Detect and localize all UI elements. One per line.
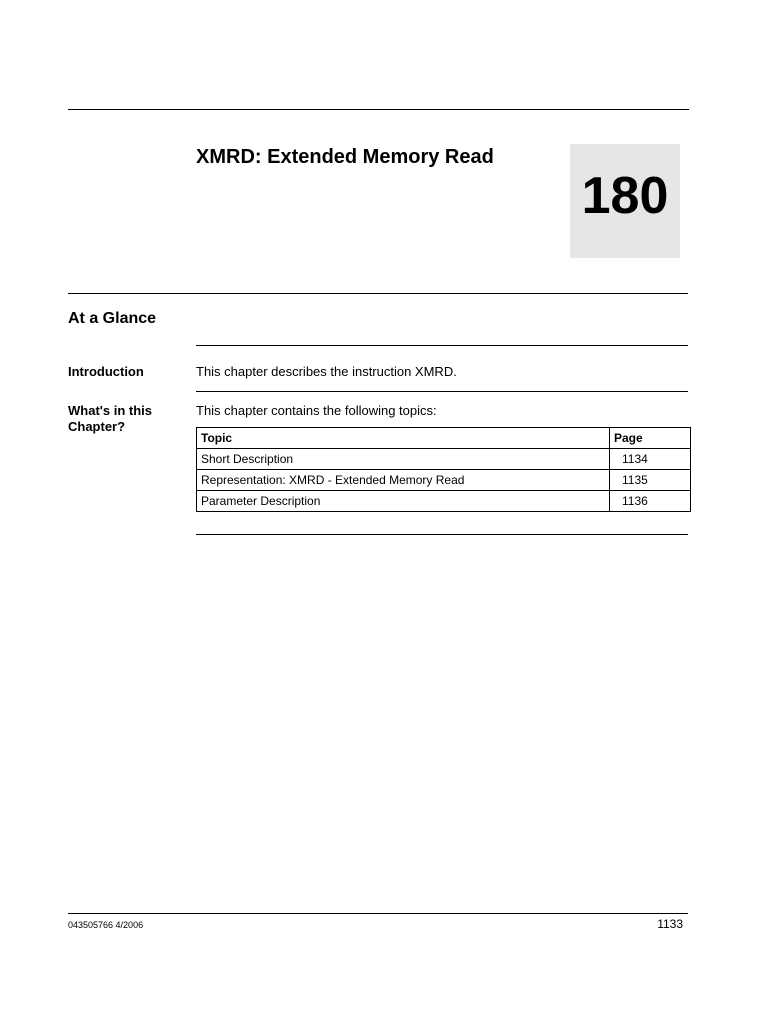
- contents-intro: This chapter contains the following topics:: [196, 403, 437, 418]
- chapter-number: 180: [581, 167, 669, 225]
- chapter-number-box: [570, 144, 680, 258]
- table-row: [197, 491, 691, 512]
- page-cell: 1134: [610, 449, 691, 470]
- page-column-header: Page: [610, 428, 691, 449]
- page-cell: 1136: [610, 491, 691, 512]
- topic-cell[interactable]: Parameter Description: [197, 491, 610, 512]
- intro-bottom-rule: [196, 391, 688, 392]
- introduction-text: This chapter describes the instruction XMRD.: [196, 364, 457, 379]
- top-rule: [68, 109, 689, 110]
- contents-label: What's in this Chapter?: [68, 403, 152, 434]
- topic-cell[interactable]: Representation: XMRD - Extended Memory Read: [197, 470, 610, 491]
- table-row: [197, 449, 691, 470]
- footer-page-number: 1133: [657, 917, 683, 931]
- table-row: [197, 470, 691, 491]
- footer-doc-id: 043505766 4/2006: [68, 920, 144, 930]
- chapter-title: XMRD: Extended Memory Read: [196, 146, 494, 168]
- topic-column-header: Topic: [197, 428, 610, 449]
- footer-rule: [68, 913, 688, 914]
- topics-table: [196, 427, 691, 512]
- contents-bottom-rule: [196, 534, 688, 535]
- introduction-label: Introduction: [68, 364, 144, 379]
- intro-top-rule: [196, 345, 688, 346]
- table-header-row: [197, 428, 691, 449]
- topic-cell[interactable]: Short Description: [197, 449, 610, 470]
- page-cell: 1135: [610, 470, 691, 491]
- section-rule: [68, 293, 688, 294]
- section-title: At a Glance: [68, 310, 157, 327]
